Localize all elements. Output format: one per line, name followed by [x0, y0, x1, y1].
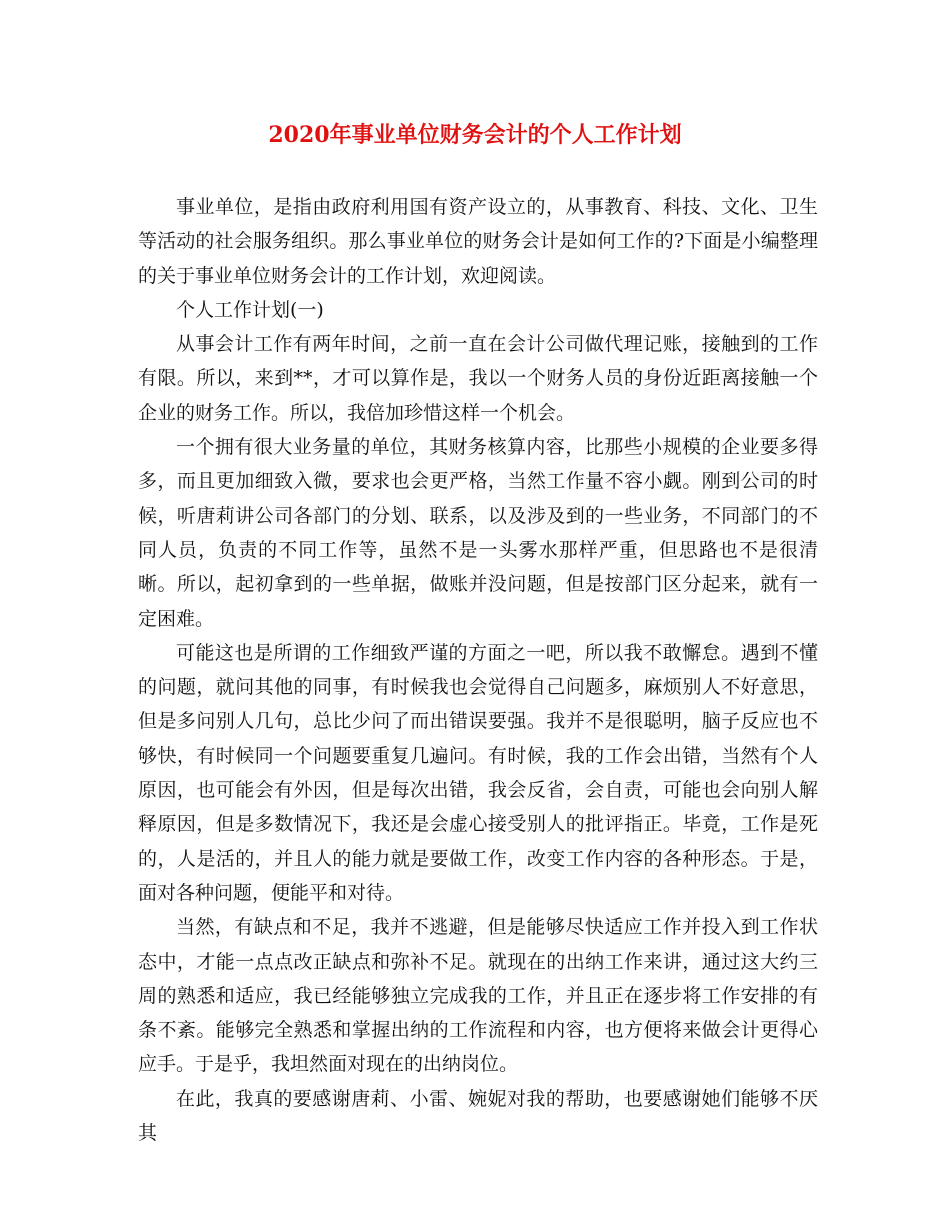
section-heading: 个人工作计划(一) — [176, 298, 324, 321]
paragraph-intro: 事业单位，是指由政府利用国有资产设立的，从事教育、科技、文化、卫生等活动的社会服务组织。那么事业单位的财务会计是如何工作的?下面是小编整理的关于事业单位财务会计的工作计划，欢迎阅读。 — [138, 196, 818, 287]
paragraph: 一个拥有很大业务量的单位，其财务核算内容，比那些小规模的企业要多得多，而且更加细致入微，要求也会更严格，当然工作量不容小觑。刚到公司的时候，听唐莉讲公司各部门的分划、联系，以及涉及到的一些业务，不同部门的不同人员，负责的不同工作等，虽然不是一头雾水那样严重，但思路也不是很清晰。所以，起初拿到的一些单据，做账并没问题，但是按部门区分起来，就有一定困难。 — [138, 436, 818, 630]
paragraph: 在此，我真的要感谢唐莉、小雷、婉妮对我的帮助，也要感谢她们能够不厌其 — [138, 1087, 818, 1145]
paragraph: 可能这也是所谓的工作细致严谨的方面之一吧，所以我不敢懈怠。遇到不懂的问题，就问其他的同事，有时候我也会觉得自己问题多，麻烦别人不好意思，但是多问别人几句，总比少问了而出错误要强。我并不是很聪明，脑子反应也不够快，有时候同一个问题要重复几遍问。有时候，我的工作会出错，当然有个人原因，也可能会有外因，但是每次出错，我会反省，会自责，可能也会向别人解释原因，但是多数情况下，我还是会虚心接受别人的批评指正。毕竟，工作是死的，人是活的，并且人的能力就是要做工作，改变工作内容的各种形态。于是，面对各种问题，便能平和对待。 — [138, 641, 818, 904]
document-body — [138, 190, 818, 1150]
paragraph: 从事会计工作有两年时间，之前一直在会计公司做代理记账，接触到的工作有限。所以，来到**，才可以算作是，我以一个财务人员的身份近距离接触一个企业的财务工作。所以，我倍加珍惜这样一个机会。 — [138, 333, 818, 424]
paragraph: 当然，有缺点和不足，我并不逃避，但是能够尽快适应工作并投入到工作状态中，才能一点点改正缺点和弥补不足。就现在的出纳工作来讲，通过这大约三周的熟悉和适应，我已经能够独立完成我的工作，并且正在逐步将工作安排的有条不紊。能够完全熟悉和掌握出纳的工作流程和内容，也方便将来做会计更得心应手。于是乎，我坦然面对现在的出纳岗位。 — [138, 916, 818, 1076]
document-title: 2020年事业单位财务会计的个人工作计划 — [268, 122, 682, 148]
